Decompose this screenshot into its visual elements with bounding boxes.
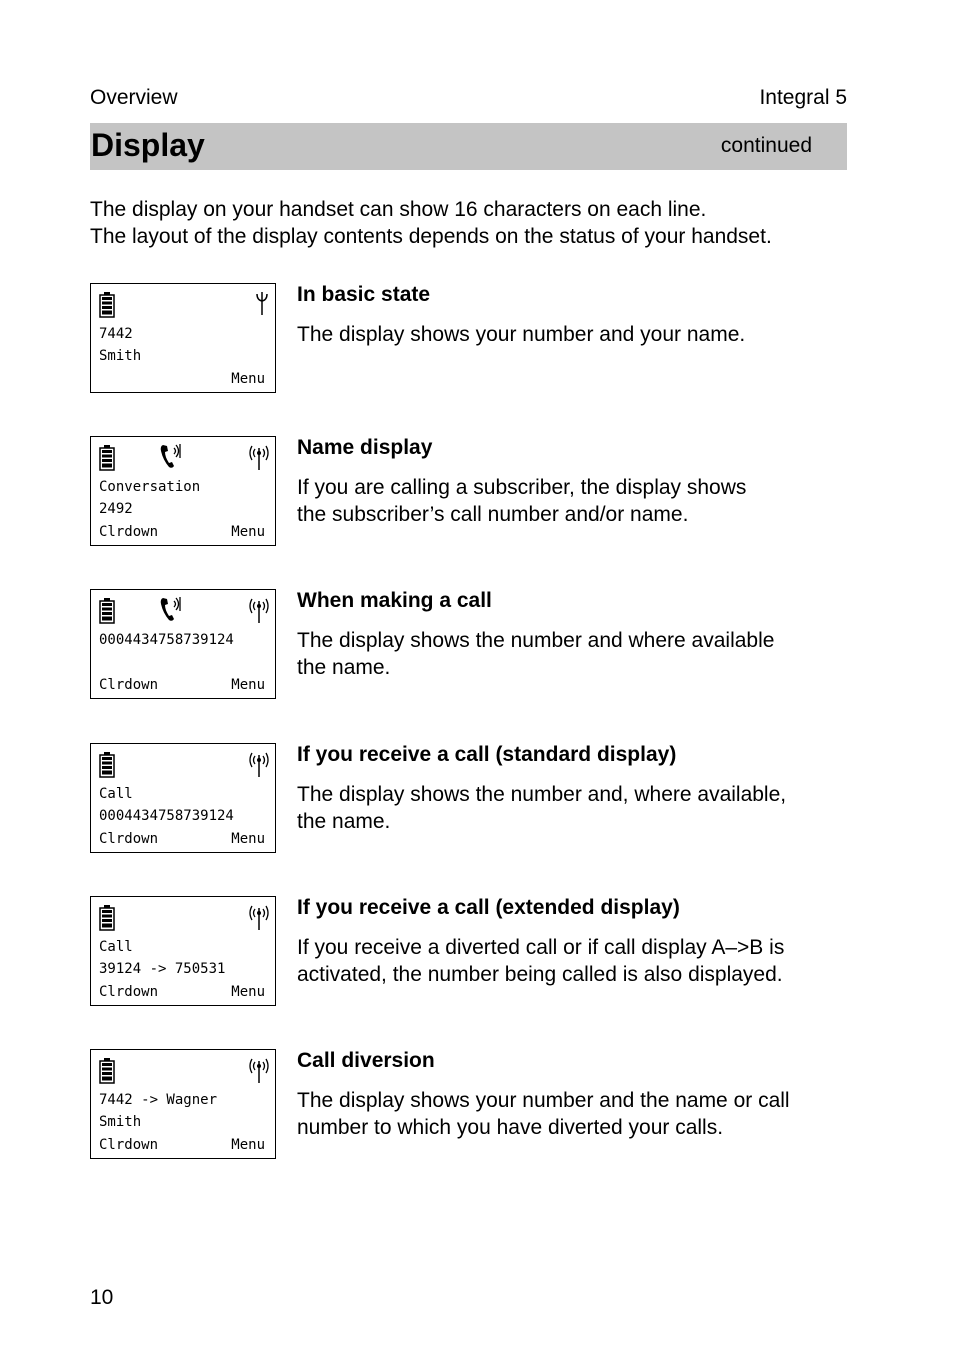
display-example-section — [90, 896, 850, 1008]
display-line-1: 7442 -> Wagner — [99, 1092, 218, 1108]
section-description — [297, 781, 847, 835]
description-line: The display shows the number and where available — [297, 629, 775, 652]
antenna-signal-icon — [249, 1058, 269, 1089]
softkey-right-label: Menu — [231, 677, 265, 693]
softkey-left-label: Clrdown — [99, 831, 159, 847]
battery-icon — [99, 445, 115, 476]
description-line: The display shows your number and your name. — [297, 323, 746, 346]
page-title: Display — [91, 127, 205, 163]
handset-display-illustration — [90, 589, 276, 699]
running-header-product: Integral 5 — [759, 86, 847, 109]
section-text — [297, 283, 847, 348]
antenna-signal-icon — [249, 598, 269, 629]
handset-display-illustration — [90, 743, 276, 853]
softkey-right-label: Menu — [231, 371, 265, 387]
section-text — [297, 436, 847, 528]
display-example-section — [90, 283, 850, 395]
softkey-right-label: Menu — [231, 984, 265, 1000]
section-text — [297, 896, 847, 988]
section-description — [297, 474, 847, 528]
display-example-section — [90, 589, 850, 701]
softkey-left-label: Clrdown — [99, 524, 159, 540]
description-line: If you are calling a subscriber, the display shows — [297, 476, 747, 499]
display-example-section — [90, 743, 850, 855]
display-line-2: 2492 — [99, 501, 133, 517]
antenna-icon — [255, 292, 269, 321]
handset-display-illustration — [90, 283, 276, 393]
section-heading: Call diversion — [297, 1049, 435, 1072]
antenna-signal-icon — [249, 445, 269, 476]
display-line-2: Smith — [99, 348, 142, 364]
display-line-1: Conversation — [99, 479, 201, 495]
display-line-2: 39124 -> 750531 — [99, 961, 226, 977]
display-line-2: 0004434758739124 — [99, 808, 234, 824]
description-line: the name. — [297, 810, 391, 833]
battery-icon — [99, 598, 115, 629]
section-heading: In basic state — [297, 283, 431, 306]
section-description — [297, 321, 847, 348]
intro-line: The layout of the display contents depends on the status of your handset. — [90, 225, 772, 248]
display-line-1: Call — [99, 786, 133, 802]
phone-call-icon — [159, 595, 183, 628]
softkey-right-label: Menu — [231, 524, 265, 540]
handset-display-illustration — [90, 896, 276, 1006]
section-text — [297, 743, 847, 835]
display-example-section — [90, 1049, 850, 1161]
antenna-signal-icon — [249, 752, 269, 783]
display-line-1: 7442 — [99, 326, 133, 342]
section-text — [297, 589, 847, 681]
running-header-section: Overview — [90, 86, 178, 109]
description-line: The display shows the number and, where available, — [297, 783, 787, 806]
section-heading: If you receive a call (standard display) — [297, 743, 677, 766]
softkey-right-label: Menu — [231, 831, 265, 847]
description-line: the name. — [297, 656, 391, 679]
section-description — [297, 934, 847, 988]
handset-display-illustration — [90, 436, 276, 546]
section-heading: Name display — [297, 436, 433, 459]
description-line: The display shows your number and the name or call — [297, 1089, 790, 1112]
display-line-1: 0004434758739124 — [99, 632, 234, 648]
softkey-right-label: Menu — [231, 1137, 265, 1153]
softkey-left-label: Clrdown — [99, 984, 159, 1000]
section-heading: If you receive a call (extended display) — [297, 896, 680, 919]
section-heading: When making a call — [297, 589, 492, 612]
antenna-signal-icon — [249, 905, 269, 936]
display-line-2: Smith — [99, 1114, 142, 1130]
softkey-left-label: Clrdown — [99, 677, 159, 693]
handset-display-illustration — [90, 1049, 276, 1159]
battery-icon — [99, 1058, 115, 1089]
continued-label: continued — [720, 134, 812, 157]
display-line-1: Call — [99, 939, 133, 955]
title-bar — [90, 123, 847, 170]
description-line: number to which you have diverted your calls. — [297, 1116, 724, 1139]
section-description — [297, 627, 847, 681]
page-number: 10 — [90, 1286, 114, 1309]
description-line: the subscriber’s call number and/or name. — [297, 503, 689, 526]
softkey-left-label: Clrdown — [99, 1137, 159, 1153]
battery-icon — [99, 752, 115, 783]
battery-icon — [99, 292, 115, 323]
intro-paragraph — [90, 196, 772, 250]
description-line: activated, the number being called is also displayed. — [297, 963, 783, 986]
display-example-section — [90, 436, 850, 548]
section-description — [297, 1087, 847, 1141]
battery-icon — [99, 905, 115, 936]
section-text — [297, 1049, 847, 1141]
phone-call-icon — [159, 442, 183, 475]
description-line: If you receive a diverted call or if call display A–>B is — [297, 936, 785, 959]
intro-line: The display on your handset can show 16 characters on each line. — [90, 198, 707, 221]
